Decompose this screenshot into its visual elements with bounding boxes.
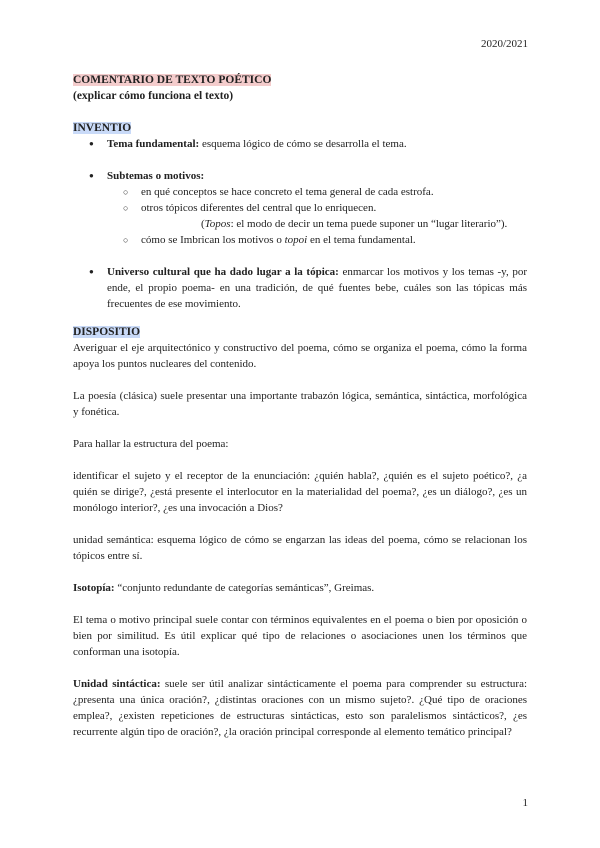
subtemas-list [73,168,527,248]
sublist-item: ○ cómo se Imbrican los motivos o topoi en el tema fundamental. [141,232,527,248]
section-heading-inventio: INVENTIO [73,122,132,134]
isotopia-paragraph: Isotopía: “conjunto redundante de categorías semánticas”, Greimas. [73,582,375,594]
list-item-tema: ● Tema fundamental: esquema lógico de cómo se desarrolla el tema. [107,136,527,152]
header-year: 2020/2021 [480,38,528,50]
section-heading-dispositio: DISPOSITIO [73,326,141,338]
page-number: 1 [522,797,528,809]
document-body [73,72,527,740]
list-item-subtemas: ● Subtemas o motivos: ○ en qué conceptos se hace concreto el tema general de cada estrofa. ○ otros tópicos diferentes del central que lo enriquecen. (Topos: el modo de decir un tema puede suponer un “lugar literario”). ○ cómo se Imbrican los motivos o topoi en el tema fundamental. [107,168,527,248]
document-title: COMENTARIO DE TEXTO POÉTICO [73,74,272,86]
paragraph: Para hallar la estructura del poema: [73,438,229,450]
sublist-item: ○ otros tópicos diferentes del central que lo enriquecen. (Topos: el modo de decir un tema puede suponer un “lugar literario”). [141,200,527,232]
topos-note: (Topos: el modo de decir un tema puede suponer un “lugar literario”). [201,218,508,230]
list-item-universo: ● Universo cultural que ha dado lugar a la tópica: enmarcar los motivos y los temas -y, por ende, el propio poema- en una tradición, de qué fuentes bebe, cuáles son las tópicas más frecuentes de ese movimiento. [107,264,527,312]
document-subtitle: (explicar cómo funciona el texto) [73,90,234,102]
universo-list [73,264,527,312]
paragraph: identificar el sujeto y el receptor de la enunciación: ¿quién habla?, ¿quién es el sujeto poético?, ¿a quién se dirige?, ¿está presente el interlocutor en la materialidad del poema?, ¿es un diálogo?, ¿es un monólogo interior?, ¿es una invocación a Dios? [73,470,527,514]
paragraph: La poesía (clásica) suele presentar una importante trabazón lógica, semántica, sintáctica, morfológica y fonética. [73,390,527,418]
paragraph: El tema o motivo principal suele contar con términos equivalentes en el poema o bien por oposición o bien por similitud. Es útil explicar qué tipo de relaciones o asociaciones unen los términos que conforman una isotopía. [73,614,527,658]
sublist-item: ○ en qué conceptos se hace concreto el tema general de cada estrofa. [141,184,527,200]
paragraph: unidad semántica: esquema lógico de cómo se engarzan las ideas del poema, cómo se relacionan los tópicos entre sí. [73,534,527,562]
unidad-sintactica-paragraph: Unidad sintáctica: suele ser útil analizar sintácticamente el poema para comprender su estructura: ¿presenta una única oración?, ¿distintas oraciones con un mismo sujeto?. ¿Qué tipo de oraciones emplea?, ¿existen repeticiones de estructuras sintácticas, esto son paralelismos sintácticos?, ¿es recurrente algún tipo de oración?, ¿la oración principal corresponde al elemento temático principal? [73,678,528,738]
subtemas-sublist [107,184,527,248]
inventio-list [73,136,527,152]
paragraph: Averiguar el eje arquitectónico y constructivo del poema, cómo se organiza el poema, cómo la forma apoya los puntos nucleares del contenido. [73,342,527,370]
